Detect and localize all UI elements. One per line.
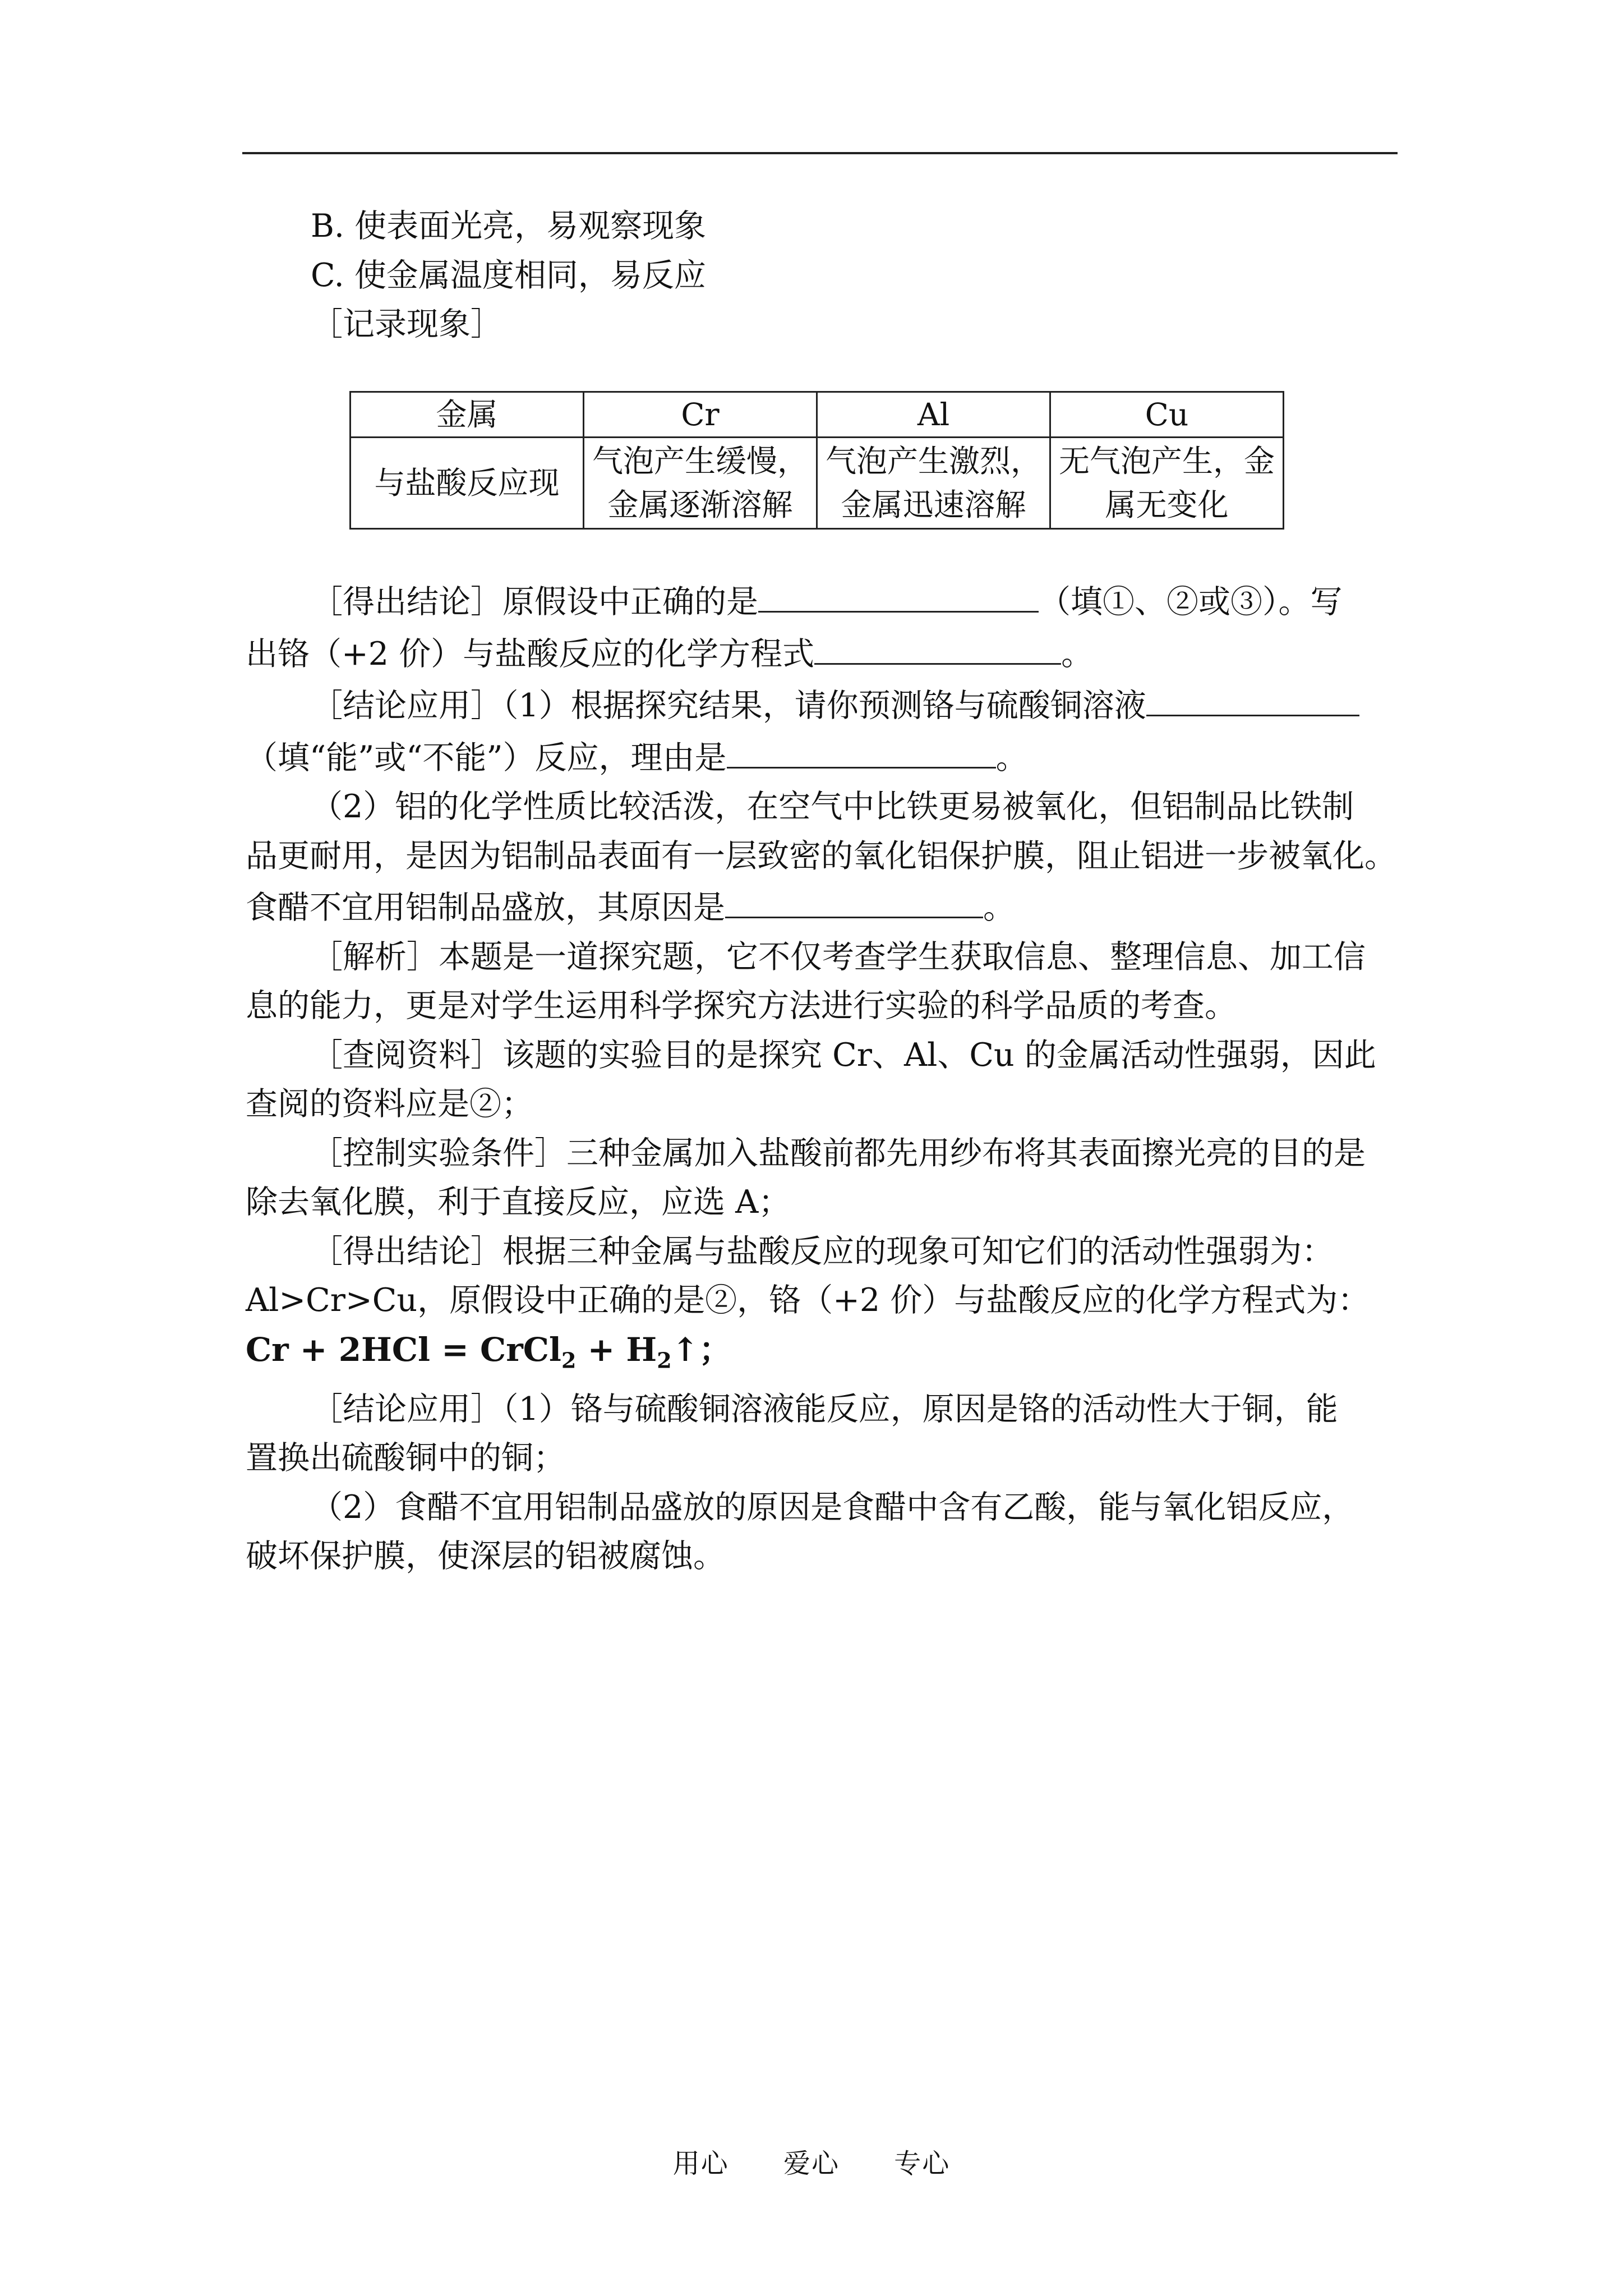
table-header-cell: Cr — [584, 392, 817, 438]
table-header-row — [351, 392, 1284, 438]
analysis-line-2: 息的能力，更是对学生运用科学探究方法进行实验的科学品质的考查。 — [246, 987, 1237, 1024]
footer-item: 专心 — [894, 2148, 951, 2179]
option-b: B. 使表面光亮，易观察现象 — [311, 208, 707, 245]
apply-line-1 — [246, 679, 1401, 731]
equation-subscript: 2 — [561, 1347, 577, 1373]
record-heading: ［记录现象］ — [311, 306, 502, 343]
text-span: 。 — [995, 739, 1028, 776]
q2-line-2: 品更耐用，是因为铝制品表面有一层致密的氧化铝保护膜，阻止铝进一步被氧化。 — [246, 837, 1396, 875]
equation-part: + H — [576, 1330, 657, 1369]
answer-blank — [1146, 679, 1359, 716]
analysis-line-1: ［解析］本题是一道探究题，它不仅考查学生获取信息、整理信息、加工信 — [311, 938, 1366, 976]
cell-line: 气泡产生激烈， — [826, 443, 1042, 479]
result-line-1: ［得出结论］根据三种金属与盐酸反应的现象可知它们的活动性强弱为： — [311, 1232, 1334, 1270]
answer-blank — [725, 881, 983, 918]
chemical-equation — [246, 1326, 1401, 1385]
text-span: 。 — [1061, 635, 1094, 673]
table-cell — [817, 438, 1050, 529]
cell-line: 金属逐渐溶解 — [607, 487, 793, 523]
control-line-2: 除去氧化膜，利于直接反应，应选 A； — [246, 1184, 791, 1221]
application2-line-1: （2）食醋不宜用铝制品盛放的原因是食醋中含有乙酸，能与氧化铝反应， — [311, 1488, 1354, 1526]
header-rule — [242, 152, 1398, 154]
footer-item: 爱心 — [783, 2148, 840, 2179]
cell-line: 无气泡产生，金 — [1059, 443, 1275, 479]
text-span: （填①、②或③）。写 — [1039, 583, 1343, 620]
text-span: ［结论应用］（1）根据探究结果，请你预测铬与硫酸铜溶液 — [311, 687, 1146, 724]
equation-subscript: 2 — [657, 1347, 672, 1373]
conclusion-line-2 — [246, 627, 1401, 679]
application2-line-2: 破坏保护膜，使深层的铝被腐蚀。 — [246, 1538, 725, 1575]
footer-item: 用心 — [672, 2148, 729, 2179]
q2-line-3 — [246, 881, 1401, 933]
document-body — [246, 202, 1401, 349]
equation-part: ↑； — [671, 1330, 732, 1369]
answer-blank — [758, 575, 1039, 613]
cell-line: 金属迅速溶解 — [841, 487, 1026, 523]
answer-blank — [727, 731, 996, 769]
table-cell — [584, 438, 817, 529]
text-span: 出铬（+2 价）与盐酸反应的化学方程式 — [246, 635, 815, 673]
apply-line-2 — [246, 731, 1401, 783]
table-cell — [1050, 438, 1284, 529]
q2-line-1: （2）铝的化学性质比较活泼，在空气中比铁更易被氧化，但铝制品比铁制 — [311, 788, 1354, 825]
result-line-2: Al>Cr>Cu，原假设中正确的是②，铬（+2 价）与盐酸反应的化学方程式为： — [246, 1282, 1370, 1319]
reference-line-2: 查阅的资料应是②； — [246, 1085, 533, 1122]
text-span: （填“能”或“不能”）反应，理由是 — [246, 739, 727, 776]
cell-line: 属无变化 — [1105, 487, 1229, 523]
reference-line-1: ［查阅资料］该题的实验目的是探究 Cr、Al、Cu 的金属活动性强弱，因此 — [311, 1036, 1376, 1074]
cell-line: 气泡产生缓慢， — [592, 443, 809, 479]
text-span: 食醋不宜用铝制品盛放，其原因是 — [246, 889, 725, 926]
document-body-continued — [246, 575, 1401, 1581]
option-c: C. 使金属温度相同，易反应 — [311, 256, 706, 294]
application-line-1: ［结论应用］（1）铬与硫酸铜溶液能反应，原因是铬的活动性大于铜，能 — [311, 1390, 1338, 1428]
page-footer — [0, 2142, 1623, 2180]
observation-table — [349, 391, 1284, 530]
text-span: 。 — [983, 889, 1015, 926]
table-header-cell: 金属 — [351, 392, 584, 438]
conclusion-line-1 — [246, 575, 1401, 627]
table-header-cell: Al — [817, 392, 1050, 438]
equation-part: Cr + 2HCl = CrCl — [246, 1330, 561, 1369]
application-line-2: 置换出硫酸铜中的铜； — [246, 1439, 565, 1477]
table-row — [351, 438, 1284, 529]
table-row-label: 与盐酸反应现 — [351, 438, 584, 529]
answer-blank — [814, 627, 1061, 665]
text-span: ［得出结论］原假设中正确的是 — [311, 583, 758, 620]
control-line-1: ［控制实验条件］三种金属加入盐酸前都先用纱布将其表面擦光亮的目的是 — [311, 1134, 1366, 1172]
table-header-cell: Cu — [1050, 392, 1284, 438]
observation-table-wrap — [349, 391, 1284, 530]
